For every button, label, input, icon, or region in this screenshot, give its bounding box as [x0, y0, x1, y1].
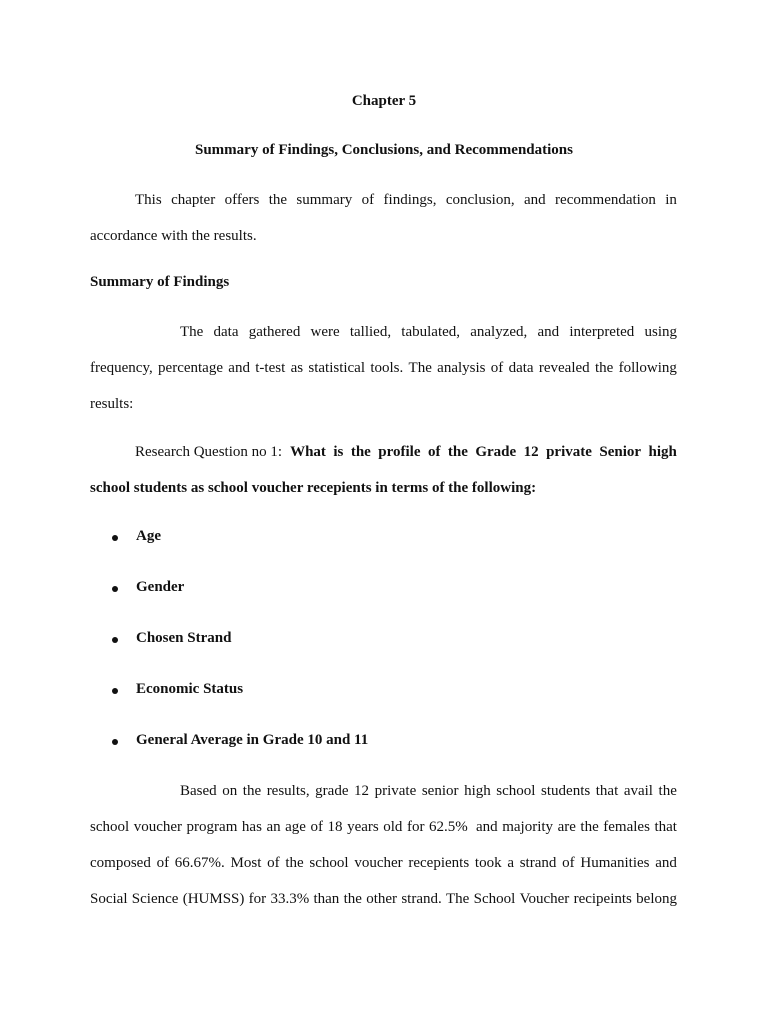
word: The [180, 324, 204, 340]
data-line-3: results: [90, 396, 134, 412]
word: of [562, 855, 575, 871]
word: tallied, [349, 324, 392, 340]
word: the [594, 360, 614, 376]
word: 18 [327, 819, 343, 835]
word: that [654, 819, 677, 835]
word: the [268, 192, 288, 208]
word: tools. [370, 360, 404, 376]
bullet-dot-icon [112, 637, 118, 643]
word: the [658, 783, 677, 799]
intro-line-1 [90, 182, 677, 218]
word: years [347, 819, 379, 835]
results-line-1 [90, 773, 677, 809]
word: summary [296, 192, 353, 208]
word: other [366, 891, 398, 907]
word: voucher [133, 819, 183, 835]
word: 12 [523, 444, 539, 460]
word: school [309, 855, 349, 871]
word: chapter [171, 192, 216, 208]
word: is [333, 444, 344, 460]
word: than [313, 891, 340, 907]
word: of [267, 855, 280, 871]
word: of [361, 192, 375, 208]
word: a [507, 855, 514, 871]
word: the [350, 444, 371, 460]
word: in [665, 192, 677, 208]
word: the [447, 444, 468, 460]
word: for [248, 891, 267, 907]
word: belong [636, 891, 677, 907]
word: of [490, 360, 504, 376]
word: private [374, 783, 417, 799]
word: age [285, 819, 306, 835]
word: females [603, 819, 650, 835]
bullet-dot-icon [112, 688, 118, 694]
data-line-2 [90, 350, 677, 386]
word: tabulated, [401, 324, 461, 340]
word: senior [421, 783, 459, 799]
word: recommendation [555, 192, 656, 208]
word: This [135, 192, 162, 208]
word: What [290, 444, 326, 460]
section-title: Summary of Findings, Conclusions, and Recommendations [195, 142, 573, 158]
word: are [557, 819, 576, 835]
profile-bullet-list [108, 528, 368, 783]
word: offers [224, 192, 260, 208]
word: old [383, 819, 403, 835]
word: 12 [354, 783, 370, 799]
word: 62.5% [428, 819, 468, 835]
data-paragraph [90, 314, 677, 422]
bullet-dot-icon [112, 739, 118, 745]
word: voucher [354, 855, 403, 871]
word: (HUMSS) [182, 891, 245, 907]
word: the [580, 819, 599, 835]
word: profile [378, 444, 421, 460]
word: 33.3% [270, 891, 310, 907]
word: School [473, 891, 516, 907]
word: students [541, 783, 591, 799]
word: the [343, 891, 362, 907]
word: of [310, 819, 323, 835]
bullet-label: Age [136, 528, 161, 544]
word: composed [90, 855, 151, 871]
rq-prefix: Research Question no 1: [135, 444, 283, 460]
word: has [241, 819, 262, 835]
word: on [222, 783, 238, 799]
word: strand. [401, 891, 442, 907]
bullet-label: General Average in Grade 10 and 11 [136, 732, 369, 748]
rq-bold-line-2: school students as school voucher recepients in terms of the following: [90, 480, 537, 496]
word: private [546, 444, 592, 460]
word: recepients [408, 855, 470, 871]
word: majority [502, 819, 554, 835]
bullet-label: Gender [136, 579, 185, 595]
word: percentage [158, 360, 223, 376]
results-line-2 [90, 809, 677, 845]
word: Voucher [519, 891, 570, 907]
bullet-label: Economic Status [136, 681, 244, 697]
word: school [90, 819, 130, 835]
word: results, [266, 783, 310, 799]
word: conclusion, [445, 192, 515, 208]
word: interpreted [569, 324, 635, 340]
word: t-test [255, 360, 286, 376]
word: of [427, 444, 441, 460]
word: Humanities [580, 855, 650, 871]
bullet-dot-icon [112, 586, 118, 592]
word: of [156, 855, 170, 871]
word: high [464, 783, 491, 799]
word: took [474, 855, 502, 871]
word: gathered [248, 324, 301, 340]
word: The [408, 360, 432, 376]
research-question [90, 434, 677, 506]
word: Most [230, 855, 262, 871]
rq-bold-line-1 [290, 434, 677, 470]
word: and [523, 192, 546, 208]
bullet-item [108, 528, 368, 579]
word: analyzed, [470, 324, 528, 340]
summary-heading: Summary of Findings [90, 274, 230, 290]
chapter-label: Chapter 5 [351, 93, 417, 109]
bullet-item [108, 681, 368, 732]
word: data [213, 324, 239, 340]
word: recipeints [573, 891, 632, 907]
data-line-1 [90, 314, 677, 350]
word: Grade [475, 444, 517, 460]
word: an [266, 819, 281, 835]
bullet-dot-icon [112, 535, 118, 541]
word: and [537, 324, 560, 340]
word: revealed [538, 360, 590, 376]
word: and [472, 819, 498, 835]
word: analysis [437, 360, 486, 376]
word: findings, [383, 192, 437, 208]
word: the [285, 855, 304, 871]
word: as [290, 360, 304, 376]
word: strand [519, 855, 557, 871]
word: school [496, 783, 536, 799]
word: for [406, 819, 425, 835]
intro-line-2: accordance with the results. [90, 228, 257, 244]
word: The [446, 891, 470, 907]
word: grade [315, 783, 349, 799]
word: avail [623, 783, 653, 799]
word: the [242, 783, 262, 799]
word: data [508, 360, 534, 376]
word: 66.67%. [174, 855, 225, 871]
results-line-3 [90, 845, 677, 881]
word: high [648, 444, 677, 460]
word: following [618, 360, 677, 376]
word: and [655, 855, 677, 871]
results-line-4 [90, 881, 677, 917]
word: Senior [599, 444, 642, 460]
word: frequency, [90, 360, 153, 376]
word: Based [180, 783, 217, 799]
bullet-label: Chosen Strand [136, 630, 232, 646]
word: were [310, 324, 340, 340]
word: that [595, 783, 619, 799]
word: Science [131, 891, 179, 907]
results-paragraph [90, 773, 677, 917]
word: and [228, 360, 250, 376]
word: statistical [308, 360, 366, 376]
word: using [644, 324, 677, 340]
word: Social [90, 891, 128, 907]
intro-paragraph [90, 182, 677, 254]
word: program [186, 819, 238, 835]
bullet-item [108, 630, 368, 681]
bullet-item [108, 579, 368, 630]
rq-line-1 [90, 434, 677, 470]
